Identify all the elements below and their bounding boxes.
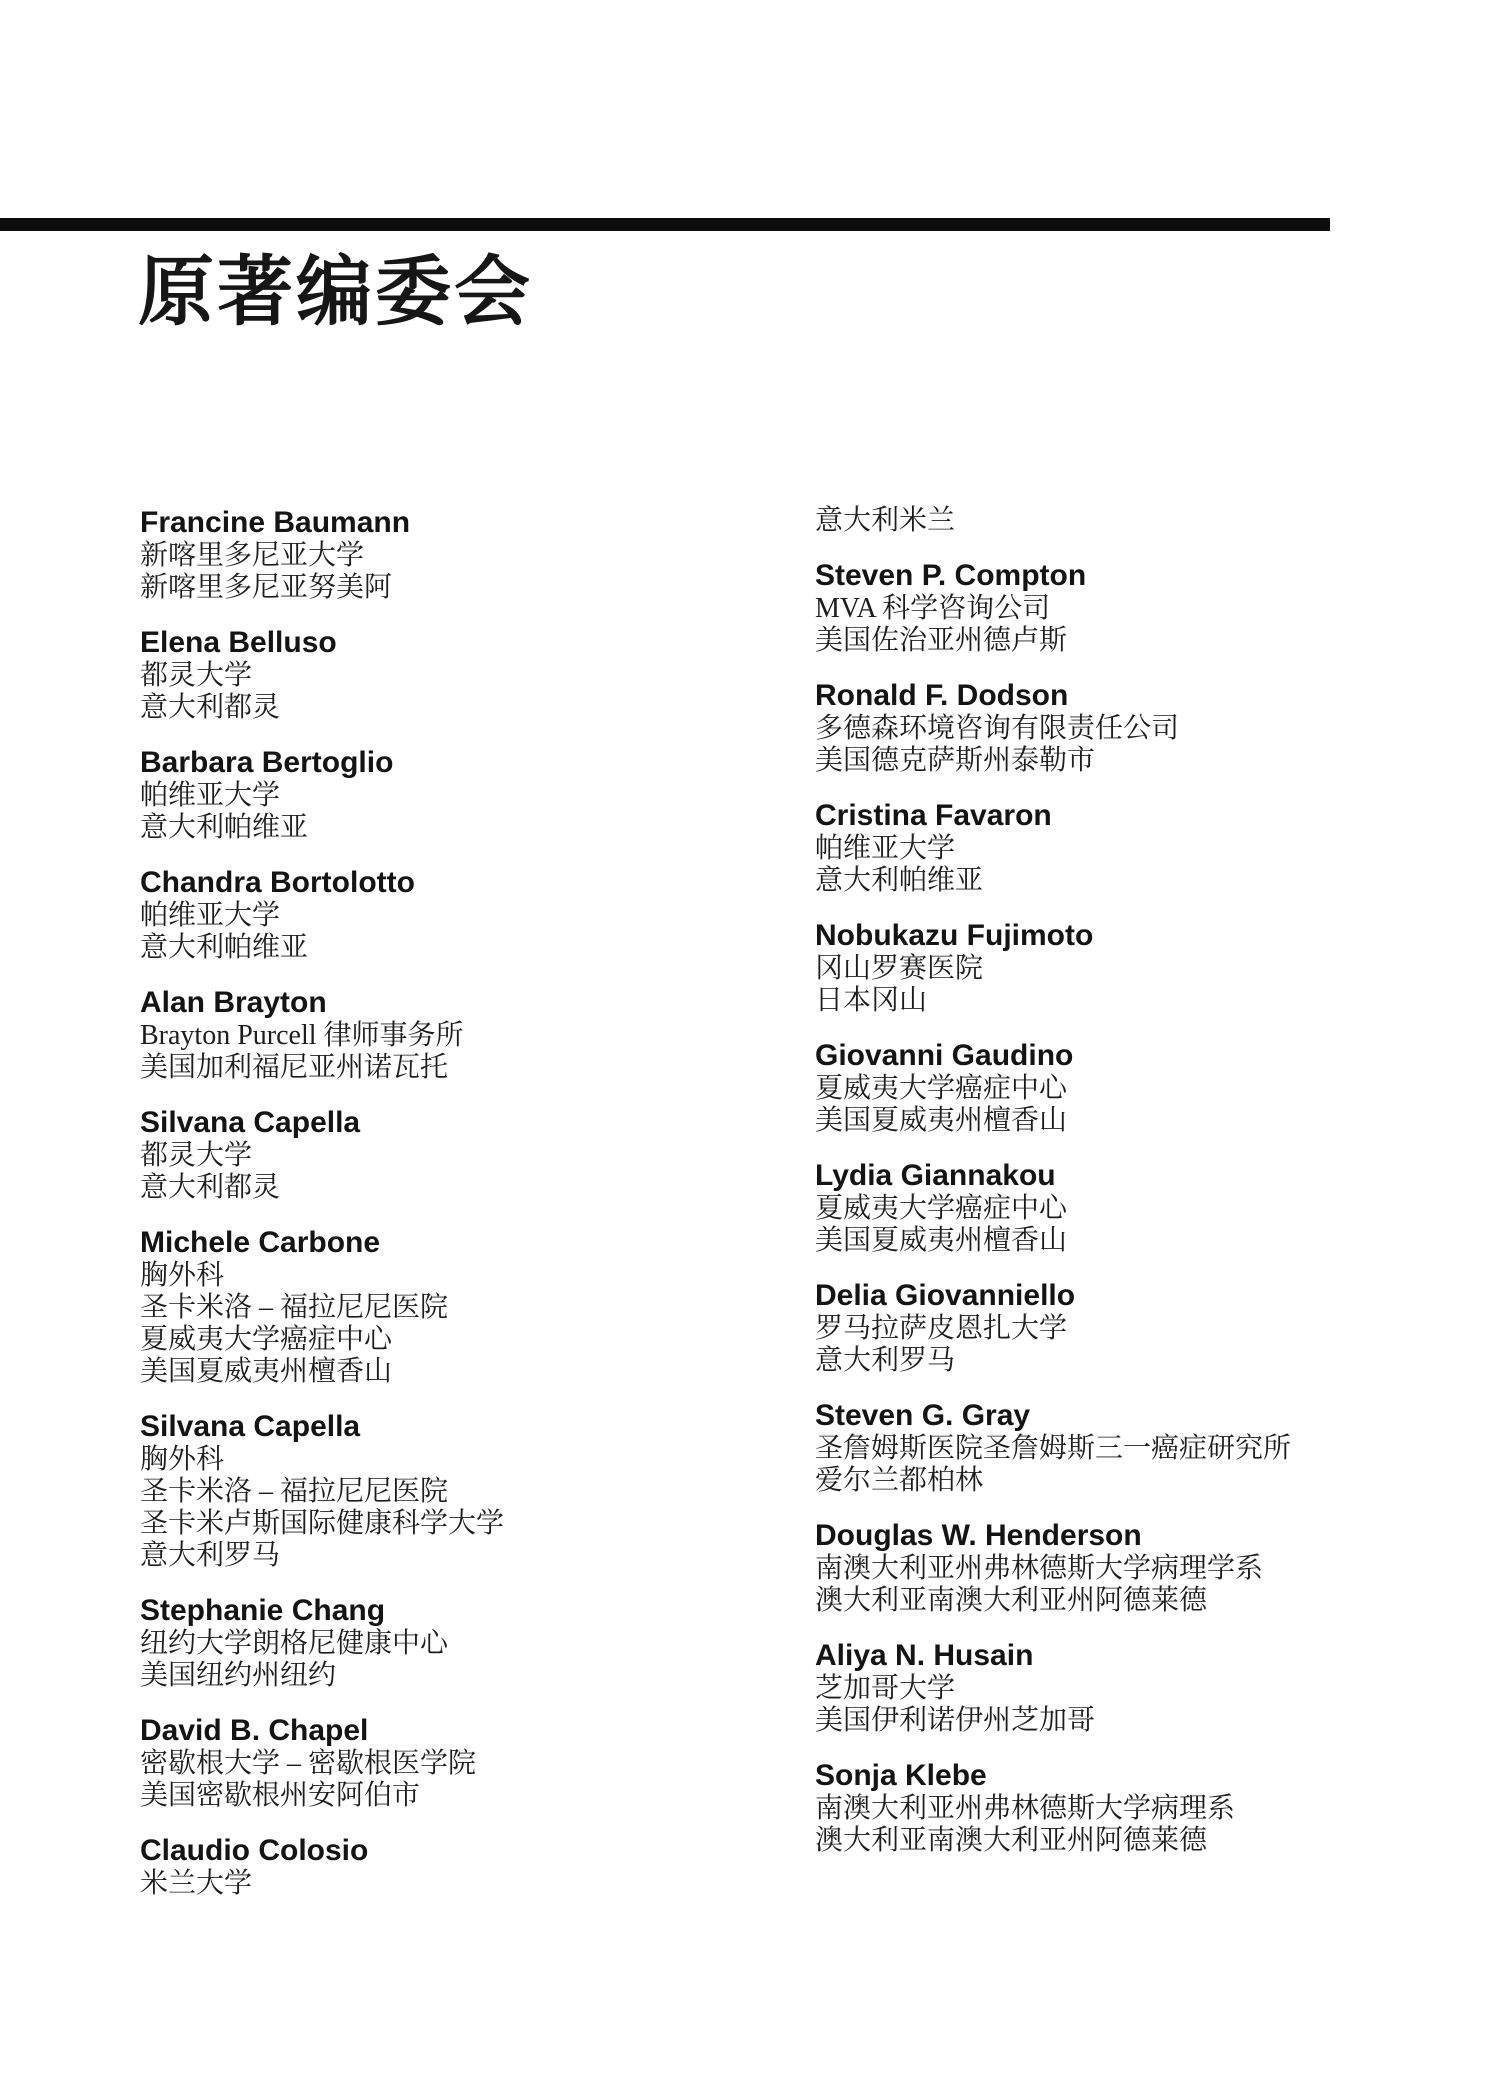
editor-affiliation: 米兰大学 xyxy=(140,1868,253,1899)
page-title: 原著编委会 xyxy=(138,250,533,335)
editor-affiliation: 南澳大利亚州弗林德斯大学病理系 xyxy=(815,1793,1236,1824)
editor-name: Lydia Giannakou xyxy=(815,1159,1056,1192)
editor-name: Alan Brayton xyxy=(140,986,327,1019)
editor-name: Chandra Bortolotto xyxy=(140,866,415,899)
editor-name: Stephanie Chang xyxy=(140,1594,386,1627)
editor-affiliation: 澳大利亚南澳大利亚州阿德莱德 xyxy=(815,1585,1208,1616)
editor-affiliation: 意大利都灵 xyxy=(140,1172,281,1203)
editor-affiliation: 意大利罗马 xyxy=(140,1540,281,1571)
editor-name: Aliya N. Husain xyxy=(815,1639,1034,1672)
editor-entry xyxy=(815,918,1495,1017)
editor-entry xyxy=(815,1278,1495,1377)
editor-affiliation: 美国伊利诺伊州芝加哥 xyxy=(815,1705,1096,1736)
editor-affiliation: 新喀里多尼亚大学 xyxy=(140,540,365,571)
editor-affiliation: 南澳大利亚州弗林德斯大学病理学系 xyxy=(815,1553,1264,1584)
editor-affiliation: Brayton Purcell 律师事务所 xyxy=(140,1020,464,1051)
editor-affiliation: 帕维亚大学 xyxy=(140,900,281,931)
editor-affiliation: 都灵大学 xyxy=(140,660,253,691)
editor-affiliation: 罗马拉萨皮恩扎大学 xyxy=(815,1313,1068,1344)
editor-entry xyxy=(140,865,770,964)
editor-entry xyxy=(140,1105,770,1204)
editor-name: Steven P. Compton xyxy=(815,559,1087,592)
editor-name: Nobukazu Fujimoto xyxy=(815,919,1094,952)
editor-affiliation: 帕维亚大学 xyxy=(140,780,281,811)
editor-affiliation: 美国佐治亚州德卢斯 xyxy=(815,625,1068,656)
editor-affiliation: 帕维亚大学 xyxy=(815,833,956,864)
editor-entry xyxy=(140,1833,770,1900)
editor-affiliation: 意大利帕维亚 xyxy=(140,932,309,963)
editor-name: Michele Carbone xyxy=(140,1226,381,1259)
editor-entry xyxy=(140,1593,770,1692)
editor-entry xyxy=(140,625,770,724)
editor-entry xyxy=(140,1225,770,1388)
editor-name: Elena Belluso xyxy=(140,626,337,659)
editor-affiliation: 都灵大学 xyxy=(140,1140,253,1171)
editor-name: Cristina Favaron xyxy=(815,799,1052,832)
editor-affiliation: 夏威夷大学癌症中心 xyxy=(815,1073,1068,1104)
editor-affiliation: 密歇根大学 – 密歇根医学院 xyxy=(140,1748,477,1779)
editor-affiliation: 意大利罗马 xyxy=(815,1345,956,1376)
editor-name: Francine Baumann xyxy=(140,506,411,539)
editor-affiliation: 美国加利福尼亚州诺瓦托 xyxy=(140,1052,449,1083)
editor-name: Ronald F. Dodson xyxy=(815,679,1069,712)
header-rule xyxy=(0,218,1330,231)
editor-name: Claudio Colosio xyxy=(140,1834,369,1867)
editor-entry xyxy=(815,1038,1495,1137)
editor-affiliation: 意大利帕维亚 xyxy=(140,812,309,843)
editors-column-right xyxy=(815,505,1495,1857)
editor-affiliation: 胸外科 xyxy=(140,1444,225,1475)
editor-affiliation: 胸外科 xyxy=(140,1260,225,1291)
editor-affiliation: 夏威夷大学癌症中心 xyxy=(815,1193,1068,1224)
editor-affiliation: 美国德克萨斯州泰勒市 xyxy=(815,745,1096,776)
editor-entry xyxy=(140,745,770,844)
editor-name: Delia Giovanniello xyxy=(815,1279,1076,1312)
editor-affiliation: 冈山罗赛医院 xyxy=(815,953,984,984)
editor-entry xyxy=(815,1398,1495,1497)
editor-affiliation: 多德森环境咨询有限责任公司 xyxy=(815,713,1180,744)
editor-affiliation: MVA 科学咨询公司 xyxy=(815,593,1051,624)
editor-affiliation: 纽约大学朗格尼健康中心 xyxy=(140,1628,449,1659)
editor-entry xyxy=(140,985,770,1084)
editor-affiliation: 美国夏威夷州檀香山 xyxy=(815,1225,1068,1256)
editor-name: Silvana Capella xyxy=(140,1410,361,1443)
editor-affiliation: 新喀里多尼亚努美阿 xyxy=(140,572,393,603)
editor-affiliation: 美国纽约州纽约 xyxy=(140,1660,337,1691)
editor-entry xyxy=(815,1158,1495,1257)
editors-column-left xyxy=(140,505,770,1900)
editor-affiliation: 日本冈山 xyxy=(815,985,928,1016)
editor-affiliation: 圣卡米洛 – 福拉尼尼医院 xyxy=(140,1476,449,1507)
editor-affiliation: 美国夏威夷州檀香山 xyxy=(140,1356,393,1387)
editor-affiliation: 美国密歇根州安阿伯市 xyxy=(140,1780,421,1811)
editor-entry xyxy=(140,505,770,604)
editor-affiliation: 圣卡米卢斯国际健康科学大学 xyxy=(140,1508,505,1539)
editor-entry xyxy=(815,1638,1495,1737)
editor-entry xyxy=(815,558,1495,657)
editor-affiliation: 爱尔兰都柏林 xyxy=(815,1465,984,1496)
editor-affiliation: 意大利帕维亚 xyxy=(815,865,984,896)
editor-entry xyxy=(140,1409,770,1572)
editor-name: Silvana Capella xyxy=(140,1106,361,1139)
editor-entry xyxy=(815,678,1495,777)
editor-affiliation: 美国夏威夷州檀香山 xyxy=(815,1105,1068,1136)
editor-name: David B. Chapel xyxy=(140,1714,369,1747)
editor-name: Douglas W. Henderson xyxy=(815,1519,1142,1552)
editor-affiliation: 芝加哥大学 xyxy=(815,1673,956,1704)
editor-entry xyxy=(815,798,1495,897)
editor-entry xyxy=(140,1713,770,1812)
editor-affiliation: 圣詹姆斯医院圣詹姆斯三一癌症研究所 xyxy=(815,1433,1292,1464)
editor-entry xyxy=(815,1758,1495,1857)
editor-affiliation: 夏威夷大学癌症中心 xyxy=(140,1324,393,1355)
editor-name: Giovanni Gaudino xyxy=(815,1039,1074,1072)
editor-name: Steven G. Gray xyxy=(815,1399,1031,1432)
editor-affiliation: 意大利都灵 xyxy=(140,692,281,723)
editor-entry xyxy=(815,505,1495,537)
editor-name: Sonja Klebe xyxy=(815,1759,987,1792)
editor-affiliation: 澳大利亚南澳大利亚州阿德莱德 xyxy=(815,1825,1208,1856)
editor-name: Barbara Bertoglio xyxy=(140,746,394,779)
editor-affiliation: 意大利米兰 xyxy=(815,505,956,536)
editor-affiliation: 圣卡米洛 – 福拉尼尼医院 xyxy=(140,1292,449,1323)
editor-entry xyxy=(815,1518,1495,1617)
